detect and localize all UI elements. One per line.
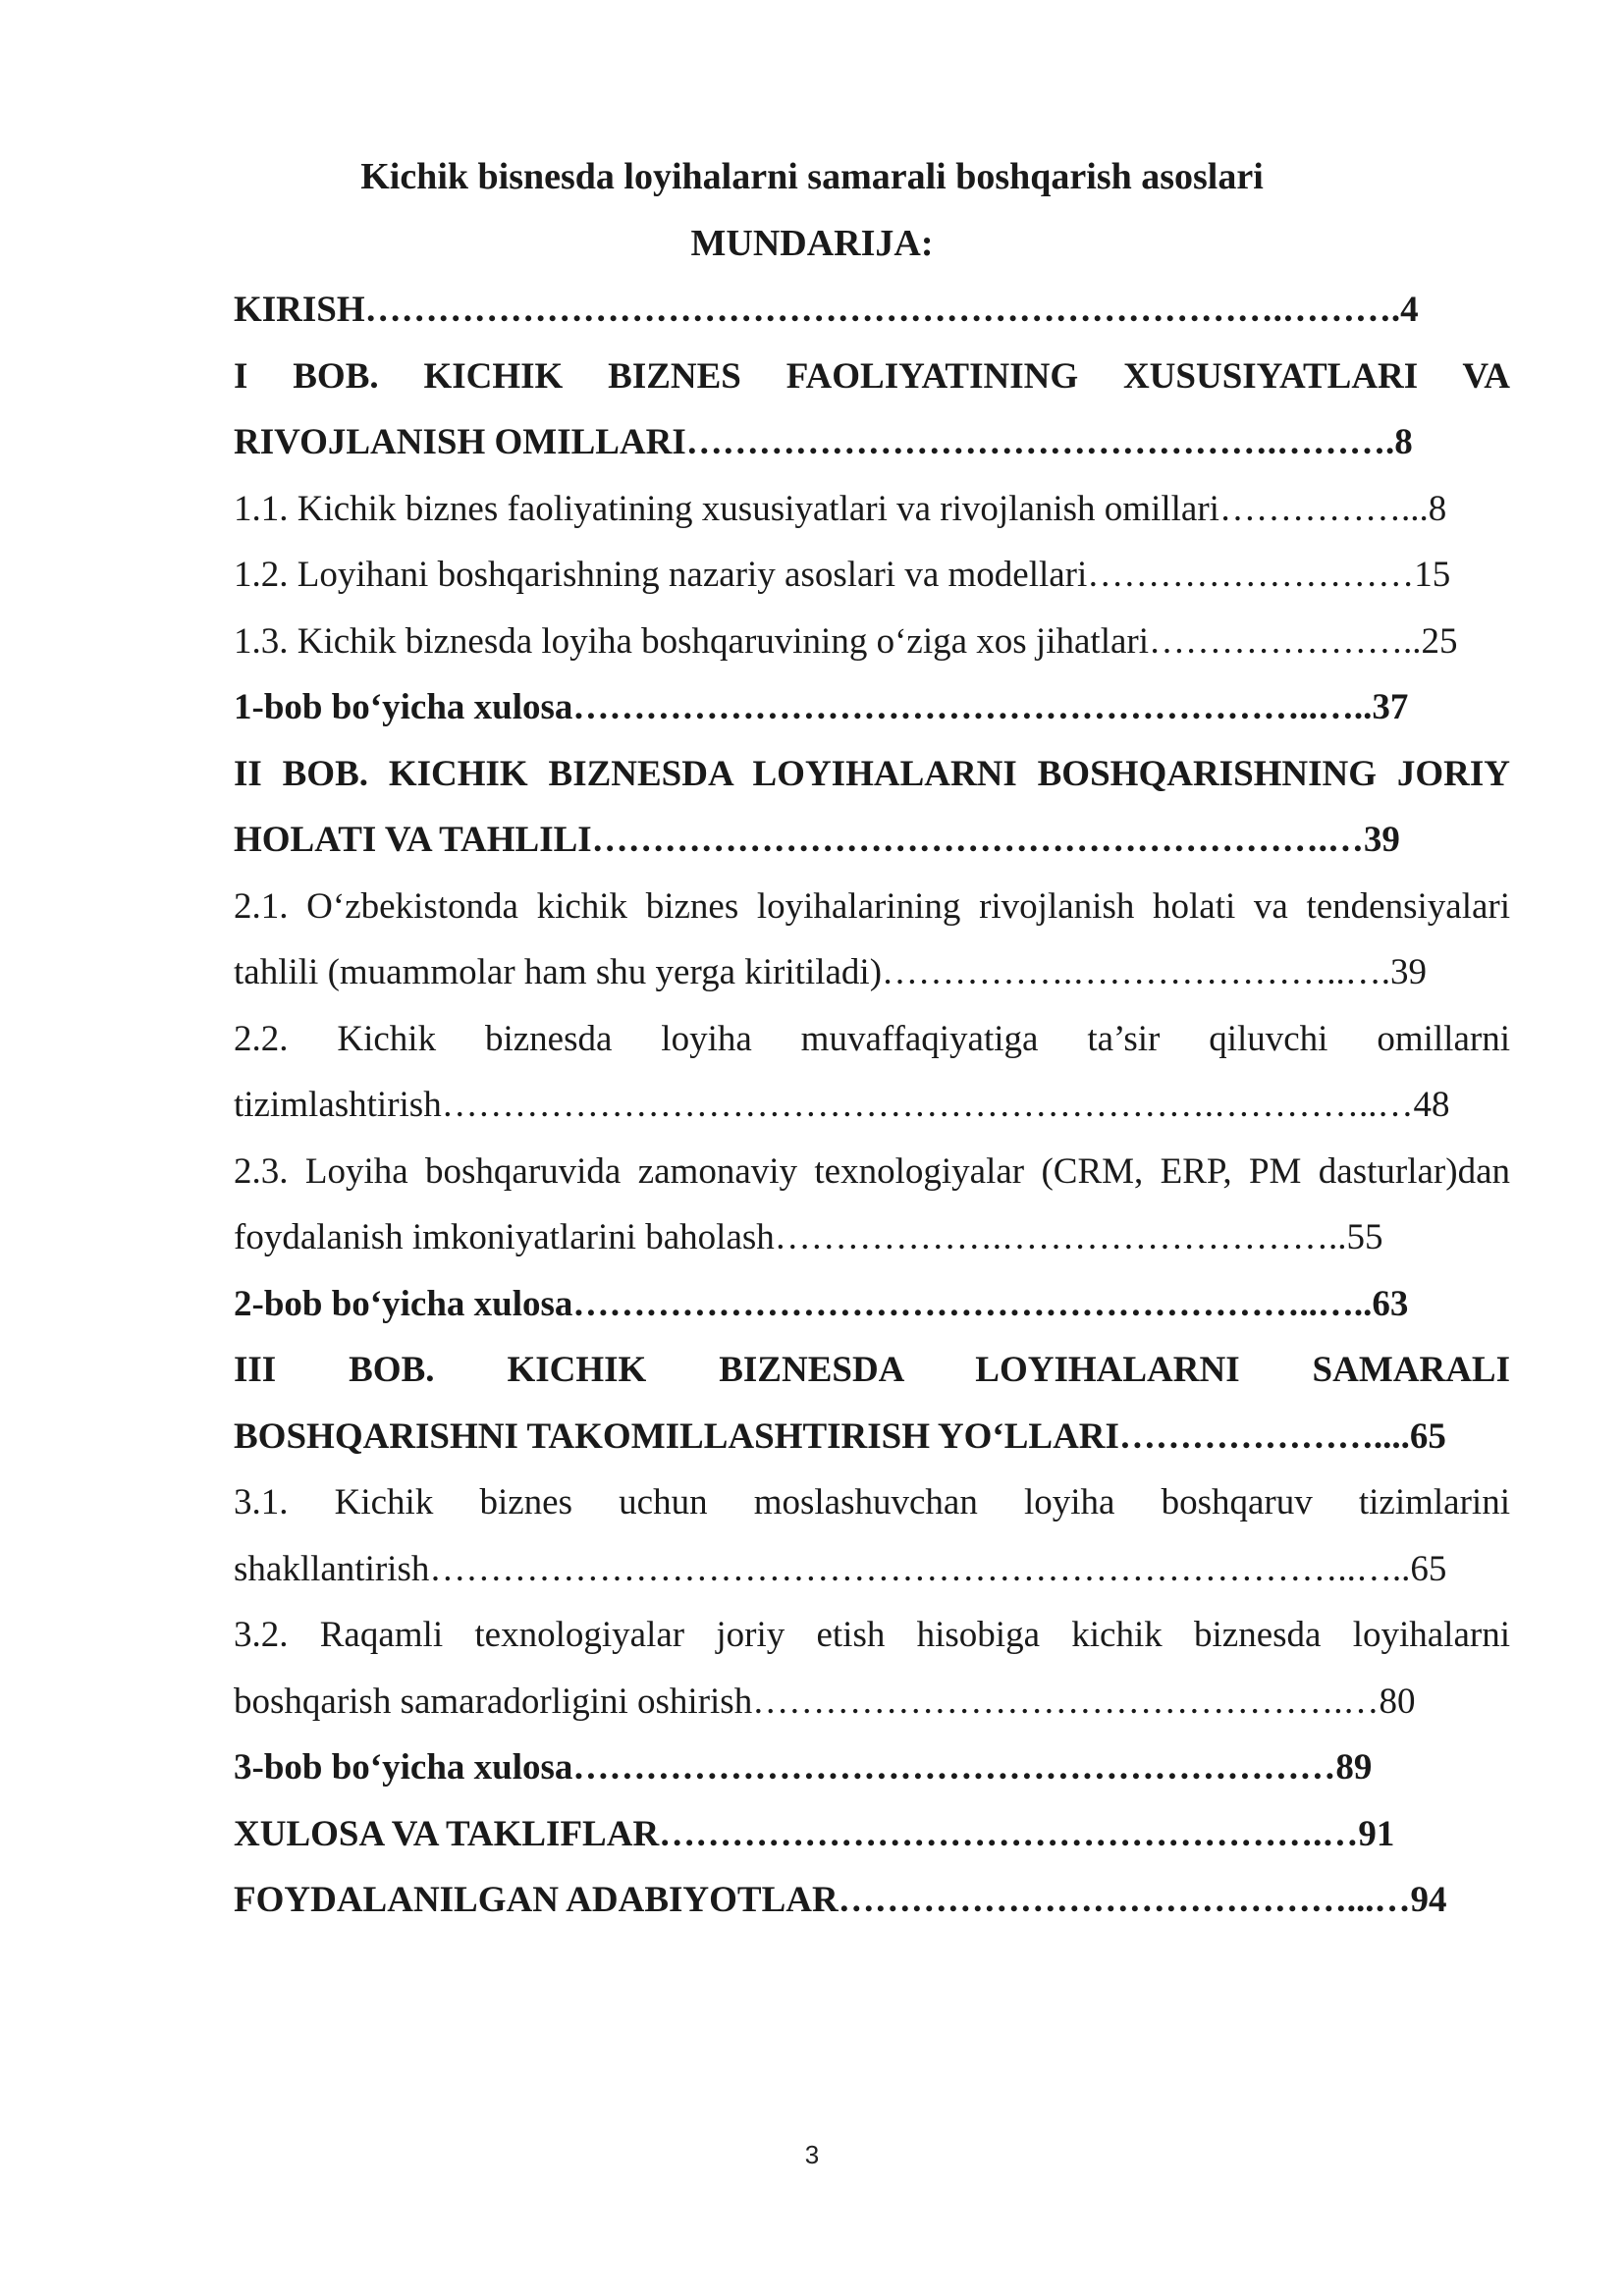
toc-entry-section-2-1: 2.1. Oʻzbekistonda kichik biznes loyihalarining rivojlanish holati va tendensiyalari <box>234 885 1510 927</box>
toc-entry-chapter-2-title-cont: HOLATI VA TAHLILI…………………………………………………….…39 <box>234 820 1400 860</box>
toc-entry-chapter-3-title-cont: BOSHQARISHNI TAKOMILLASHTIRISH YOʻLLARI…………………....65 <box>234 1415 1446 1457</box>
toc-entry-section-3-2: 3.2. Raqamli texnologiyalar joriy etish hisobiga kichik biznesda loyihalarni <box>234 1615 1510 1655</box>
toc-entry-section-1-1: 1.1. Kichik biznes faoliyatining xususiyatlari va rivojlanish omillari……………...8 <box>234 488 1447 529</box>
table-of-contents <box>234 281 1510 1938</box>
toc-entry-section-3-2-cont: boshqarish samaradorligini oshirish………………………………………….…80 <box>234 1681 1416 1722</box>
toc-entry-section-1-3: 1.3. Kichik biznesda loyiha boshqaruvining oʻziga xos jihatlari…………………..25 <box>234 620 1458 662</box>
document-title: Kichik bisnesda loyihalarni samarali boshqarish asoslari <box>360 156 1264 197</box>
toc-entry-chapter-2-summary: 2-bob boʻyicha xulosa……………………………………………………..…..63 <box>234 1283 1409 1324</box>
toc-entry-chapter-3-summary: 3-bob boʻyicha xulosa………………………………………………………89 <box>234 1747 1373 1788</box>
toc-entry-section-2-3-cont: foydalanish imkoniyatlarini baholash……………….………………………..55 <box>234 1217 1383 1257</box>
toc-entry-chapter-1-title-cont: RIVOJLANISH OMILLARI………………………………………….……….8 <box>234 422 1413 462</box>
toc-entry-section-2-2-cont: tizimlashtirish……………………………………………………….…………..…48 <box>234 1085 1450 1125</box>
toc-entry-chapter-1-title: I BOB. KICHIK BIZNES FAOLIYATINING XUSUSIYATLARI VA <box>234 355 1510 397</box>
toc-entry-kirish: KIRISH………………………………………………………………….……….4 <box>234 290 1419 330</box>
page-number: 3 <box>804 2140 820 2169</box>
toc-entry-section-3-1-cont: shakllantirish…………………………………………………………………..…..65 <box>234 1548 1447 1589</box>
toc-entry-references: FOYDALANILGAN ADABIYOTLAR……………………………………...…94 <box>234 1880 1447 1920</box>
toc-entry-section-3-1: 3.1. Kichik biznes uchun moslashuvchan loyiha boshqaruv tizimlarini <box>234 1482 1510 1522</box>
toc-entry-chapter-2-title: II BOB. KICHIK BIZNESDA LOYIHALARNI BOSHQARISHNING JORIY <box>234 753 1510 794</box>
toc-heading: MUNDARIJA: <box>690 223 934 264</box>
toc-entry-conclusion: XULOSA VA TAKLIFLAR……………………………………………….…91 <box>234 1813 1395 1854</box>
toc-entry-chapter-1-summary: 1-bob boʻyicha xulosa……………………………………………………..…..37 <box>234 687 1409 727</box>
toc-entry-section-2-1-cont: tahlili (muammolar ham shu yerga kiritiladi)…………….…………………..….39 <box>234 952 1428 992</box>
toc-entry-section-1-2: 1.2. Loyihani boshqarishning nazariy asoslari va modellari………………………15 <box>234 555 1451 595</box>
toc-entry-section-2-3: 2.3. Loyiha boshqaruvida zamonaviy texnologiyalar (CRM, ERP, PM dasturlar)dan <box>234 1150 1510 1192</box>
toc-entry-section-2-2: 2.2. Kichik biznesda loyiha muvaffaqiyatiga ta’sir qiluvchi omillarni <box>234 1018 1510 1059</box>
toc-entry-chapter-3-title: III BOB. KICHIK BIZNESDA LOYIHALARNI SAMARALI <box>234 1350 1510 1390</box>
